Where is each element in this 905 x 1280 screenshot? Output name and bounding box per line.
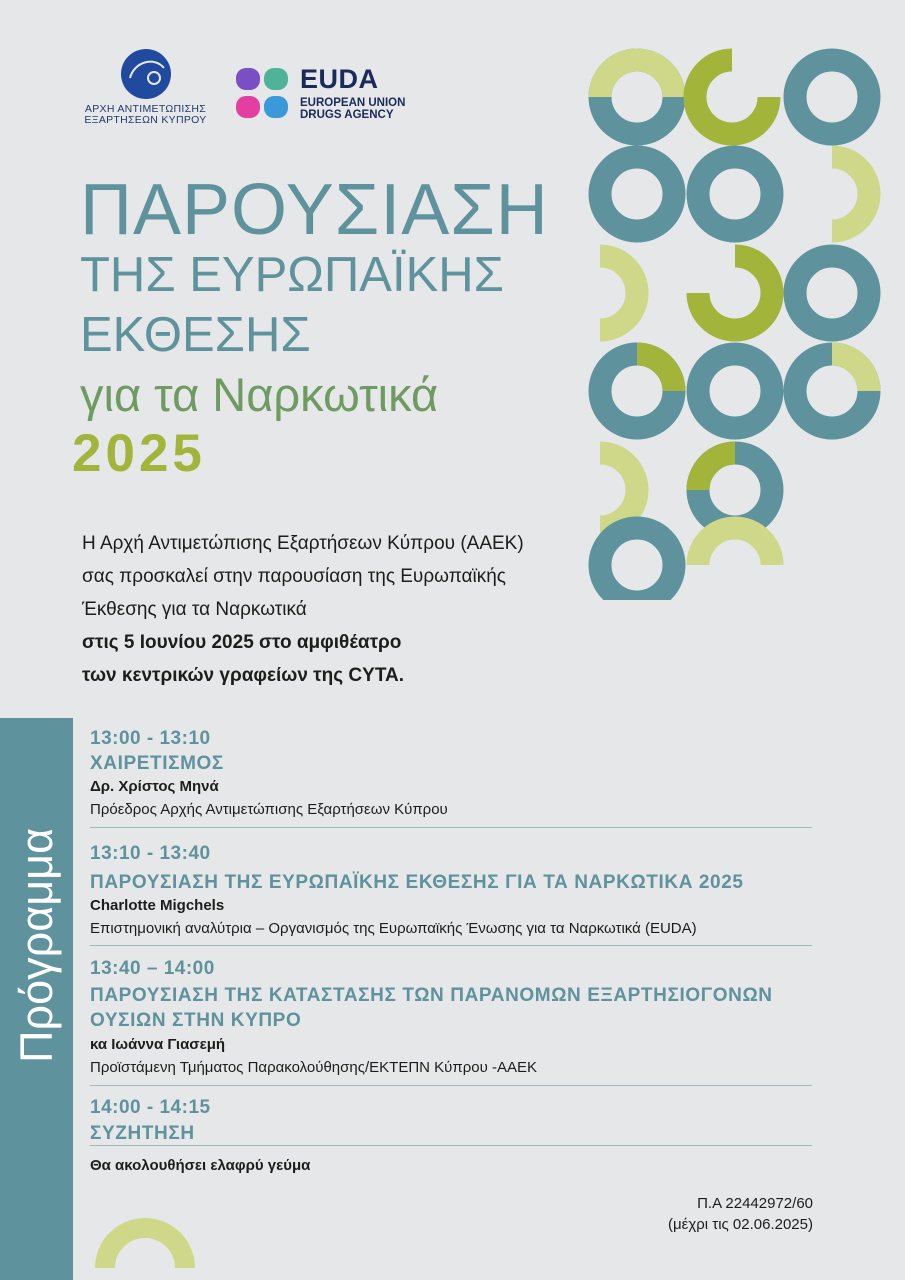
program-item-2-time: 13:10 - 13:40 bbox=[90, 843, 211, 864]
euda-emblem-icon bbox=[236, 66, 292, 122]
title-year: 2025 bbox=[72, 424, 206, 483]
intro-line4: στις 5 Ιουνίου 2025 στο αμφιθέατρο bbox=[82, 632, 402, 653]
program-item-4-time: 14:00 - 14:15 bbox=[90, 1097, 211, 1118]
program-item-2-heading: ΠΑΡΟΥΣΙΑΣΗ ΤΗΣ ΕΥΡΩΠΑΪΚΗΣ ΕΚΘΕΣΗΣ ΓΙΑ ΤΑ ΝΑΡΚΩΤΙΚΑ 2025 bbox=[90, 872, 744, 893]
program-item-1-heading: ΧΑΙΡΕΤΙΣΜΟΣ bbox=[90, 753, 224, 774]
closing-note: Θα ακολουθήσει ελαφρύ γεύμα bbox=[90, 1157, 311, 1174]
aaek-logo-text-line1: ΑΡΧΗ ΑΝΤΙΜΕΤΩΠΙΣΗΣ bbox=[84, 103, 207, 115]
aaek-logo bbox=[78, 48, 213, 126]
program-divider bbox=[90, 1085, 812, 1086]
title-line4: για τα Ναρκωτικά bbox=[80, 368, 439, 421]
title-line1: ΠΑΡΟΥΣΙΑΣΗ bbox=[80, 170, 549, 250]
euda-subtitle bbox=[300, 97, 460, 121]
intro-line5: των κεντρικών γραφείων της CYTA. bbox=[82, 665, 405, 686]
euda-subtitle-line1: EUROPEAN UNION bbox=[300, 97, 406, 109]
intro-line1: Η Αρχή Αντιμετώπισης Εξαρτήσεων Κύπρου (ΑΑΕΚ) bbox=[82, 533, 524, 554]
program-item-3-role: Προϊστάμενη Τμήματος Παρακολούθησης/ΕΚΤΕΠΝ Κύπρου -ΑΑΕΚ bbox=[90, 1059, 537, 1076]
aaek-logo-text-line2: ΕΞΑΡΤΗΣΕΩΝ ΚΥΠΡΟΥ bbox=[84, 114, 207, 126]
program-item-1-speaker: Δρ. Χρίστος Μηνά bbox=[90, 778, 219, 795]
euda-subtitle-line2: DRUGS AGENCY bbox=[300, 109, 394, 121]
program-divider bbox=[90, 1145, 812, 1146]
title-line3: ΕΚΘΕΣΗΣ bbox=[80, 308, 311, 362]
rsvp-deadline: (μέχρι τις 02.06.2025) bbox=[668, 1216, 813, 1233]
program-item-3-time: 13:40 – 14:00 bbox=[90, 958, 215, 979]
rsvp-phone: Π.Α 22442972/60 bbox=[697, 1195, 813, 1212]
program-item-4-heading: ΣΥΖΗΤΗΣΗ bbox=[90, 1123, 195, 1144]
program-item-3-heading-line2: ΟΥΣΙΩΝ ΣΤΗΝ ΚΥΠΡΟ bbox=[90, 1010, 302, 1031]
decorative-ring-pattern bbox=[580, 20, 900, 600]
program-sidebar-label: Πρόγραμμα bbox=[11, 827, 62, 1063]
program-divider bbox=[90, 827, 812, 828]
program-item-2-speaker: Charlotte Migchels bbox=[90, 897, 225, 914]
euda-name: EUDA bbox=[300, 64, 379, 94]
program-divider bbox=[90, 945, 812, 946]
program-item-3-heading-line1: ΠΑΡΟΥΣΙΑΣΗ ΤΗΣ ΚΑΤΑΣΤΑΣΗΣ ΤΩΝ ΠΑΡΑΝΟΜΩΝ ΕΞΑΡΤΗΣΙΟΓΟΝΩΝ bbox=[90, 985, 773, 1006]
intro-line2: σας προσκαλεί στην παρουσίαση της Ευρωπαϊκής bbox=[82, 566, 506, 587]
aaek-emblem-icon bbox=[120, 48, 172, 100]
title-line2: ΤΗΣ ΕΥΡΩΠΑΪΚΗΣ bbox=[80, 248, 504, 302]
program-item-1-role: Πρόεδρος Αρχής Αντιμετώπισης Εξαρτήσεων Κύπρου bbox=[90, 801, 448, 818]
decorative-ring-bottom bbox=[90, 1208, 210, 1280]
program-item-2-role: Επιστημονική αναλύτρια – Οργανισμός της Ευρωπαϊκής Ένωσης για τα Ναρκωτικά (EUDA) bbox=[90, 920, 697, 937]
euda-logo bbox=[236, 64, 406, 127]
program-item-1-time: 13:00 - 13:10 bbox=[90, 728, 211, 749]
intro-line3: Έκθεσης για τα Ναρκωτικά bbox=[82, 599, 307, 620]
program-sidebar bbox=[0, 718, 73, 1280]
program-item-3-speaker: κα Ιωάννα Γιασεμή bbox=[90, 1036, 226, 1053]
